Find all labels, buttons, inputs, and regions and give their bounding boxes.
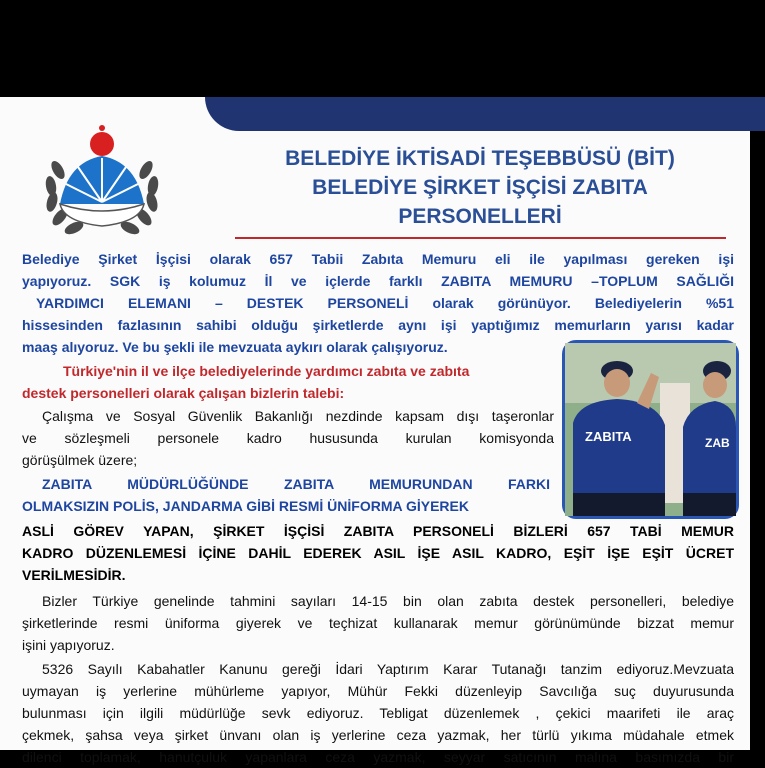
- zabita-emblem-logo: [38, 122, 166, 242]
- demand-black-line-2: KADRO DÜZENLEMESİ İÇİNE DAHİL EDEREK ASIL İŞE ASIL KADRO, EŞİT İŞE EŞİT ÜCRET: [22, 545, 734, 561]
- title-line-2: BELEDİYE ŞİRKET İŞÇİSİ ZABITA: [312, 176, 648, 199]
- demand-blue-line-2: OLMAKSIZIN POLİS, JANDARMA GİBİ RESMİ ÜNİFORMA GİYEREK: [22, 498, 469, 514]
- vest-text-left: ZABITA: [585, 429, 632, 444]
- body2-line-5: dilenci toplamak, hanutçuluk yapanlara ceza yazmak, seyyar satıcının malına basımızda bir: [22, 749, 734, 765]
- ministry-line-2: ve sözleşmeli personele kadro hususunda kurulan komisyonda: [22, 430, 554, 446]
- demand-heading-line-2: destek personelleri olarak çalışan bizlerin talebi:: [22, 385, 345, 401]
- demand-black-line-3: VERİLMESİDİR.: [22, 567, 126, 583]
- demand-heading-line-1: Türkiye'nin il ve ilçe belediyelerinde yardımcı zabıta ve zabıta: [63, 363, 470, 379]
- document-title: [215, 144, 745, 231]
- title-line-3: PERSONELLERİ: [398, 205, 562, 228]
- vest-text-right: ZAB: [705, 436, 730, 450]
- ministry-line-3: görüşülmek üzere;: [22, 452, 138, 468]
- body2-line-4: çekmek, şahsa veya şirket ünvanı olan iş yerlerine ceza yazmak, her türlü yıkıma müdahale etmek: [22, 727, 734, 743]
- intro-line-4: hissesinden fazlasının sahibi olduğu şirketlerde aynı işi yaptığımız memurların yarısı kadar: [22, 317, 734, 333]
- body1-line-3: işini yapıyoruz.: [22, 637, 115, 653]
- intro-line-5: maaş alıyoruz. Ve bu şekli ile mevzuata aykırı olarak çalışıyoruz.: [22, 339, 448, 355]
- intro-line-2: yapıyoruz. SGK iş kolumuz İl ve içlerde farklı ZABITA MEMURU –TOPLUM SAĞLIĞI: [22, 273, 734, 289]
- body1-line-2: şirketlerinde resmi üniforma giyerek ve teçhizat kullanarak memur görünümünde bizzat memur: [22, 615, 734, 631]
- body2-line-3: bulunması için ilgili müdürlüğe sevk ediyoruz. Tebligat düzenlemek , çekici maarifeti ile araç: [22, 705, 734, 721]
- document-page: [0, 97, 750, 765]
- zabita-officers-photo: [562, 340, 739, 519]
- body2-line-1: 5326 Sayılı Kabahatler Kanunu gereği İdari Yaptırım Karar Tutanağı tanzim ediyoruz.Mevzuata: [42, 661, 734, 677]
- header-band: [205, 97, 765, 131]
- demand-black-line-1: ASLİ GÖREV YAPAN, ŞİRKET İŞÇİSİ ZABITA PERSONELİ BİZLERİ 657 TABİ MEMUR: [22, 523, 734, 539]
- intro-line-3: YARDIMCI ELEMANI – DESTEK PERSONELİ olarak görünüyor. Belediyelerin %51: [36, 295, 734, 311]
- intro-line-1: Belediye Şirket İşçisi olarak 657 Tabii Zabıta Memuru eli ile yapılması gereken işi: [22, 251, 734, 267]
- demand-blue-line-1: ZABITA MÜDÜRLÜĞÜNDE ZABITA MEMURUNDAN FARKI: [42, 476, 550, 492]
- body1-line-1: Bizler Türkiye genelinde tahmini sayıları 14-15 bin olan zabıta destek personelleri, belediye: [42, 593, 734, 609]
- title-line-1: BELEDİYE İKTİSADİ TEŞEBBÜSÜ (BİT): [285, 147, 675, 170]
- title-divider: [235, 237, 726, 239]
- body2-line-2: uymayan iş yerlerine mühürleme yapıyor, Mühür Fekki düzenleyip Savcılığa suç duyurusunda: [22, 683, 734, 699]
- ministry-line-1: Çalışma ve Sosyal Güvenlik Bakanlığı nezdinde kapsam dışı taşeronlar: [42, 408, 554, 424]
